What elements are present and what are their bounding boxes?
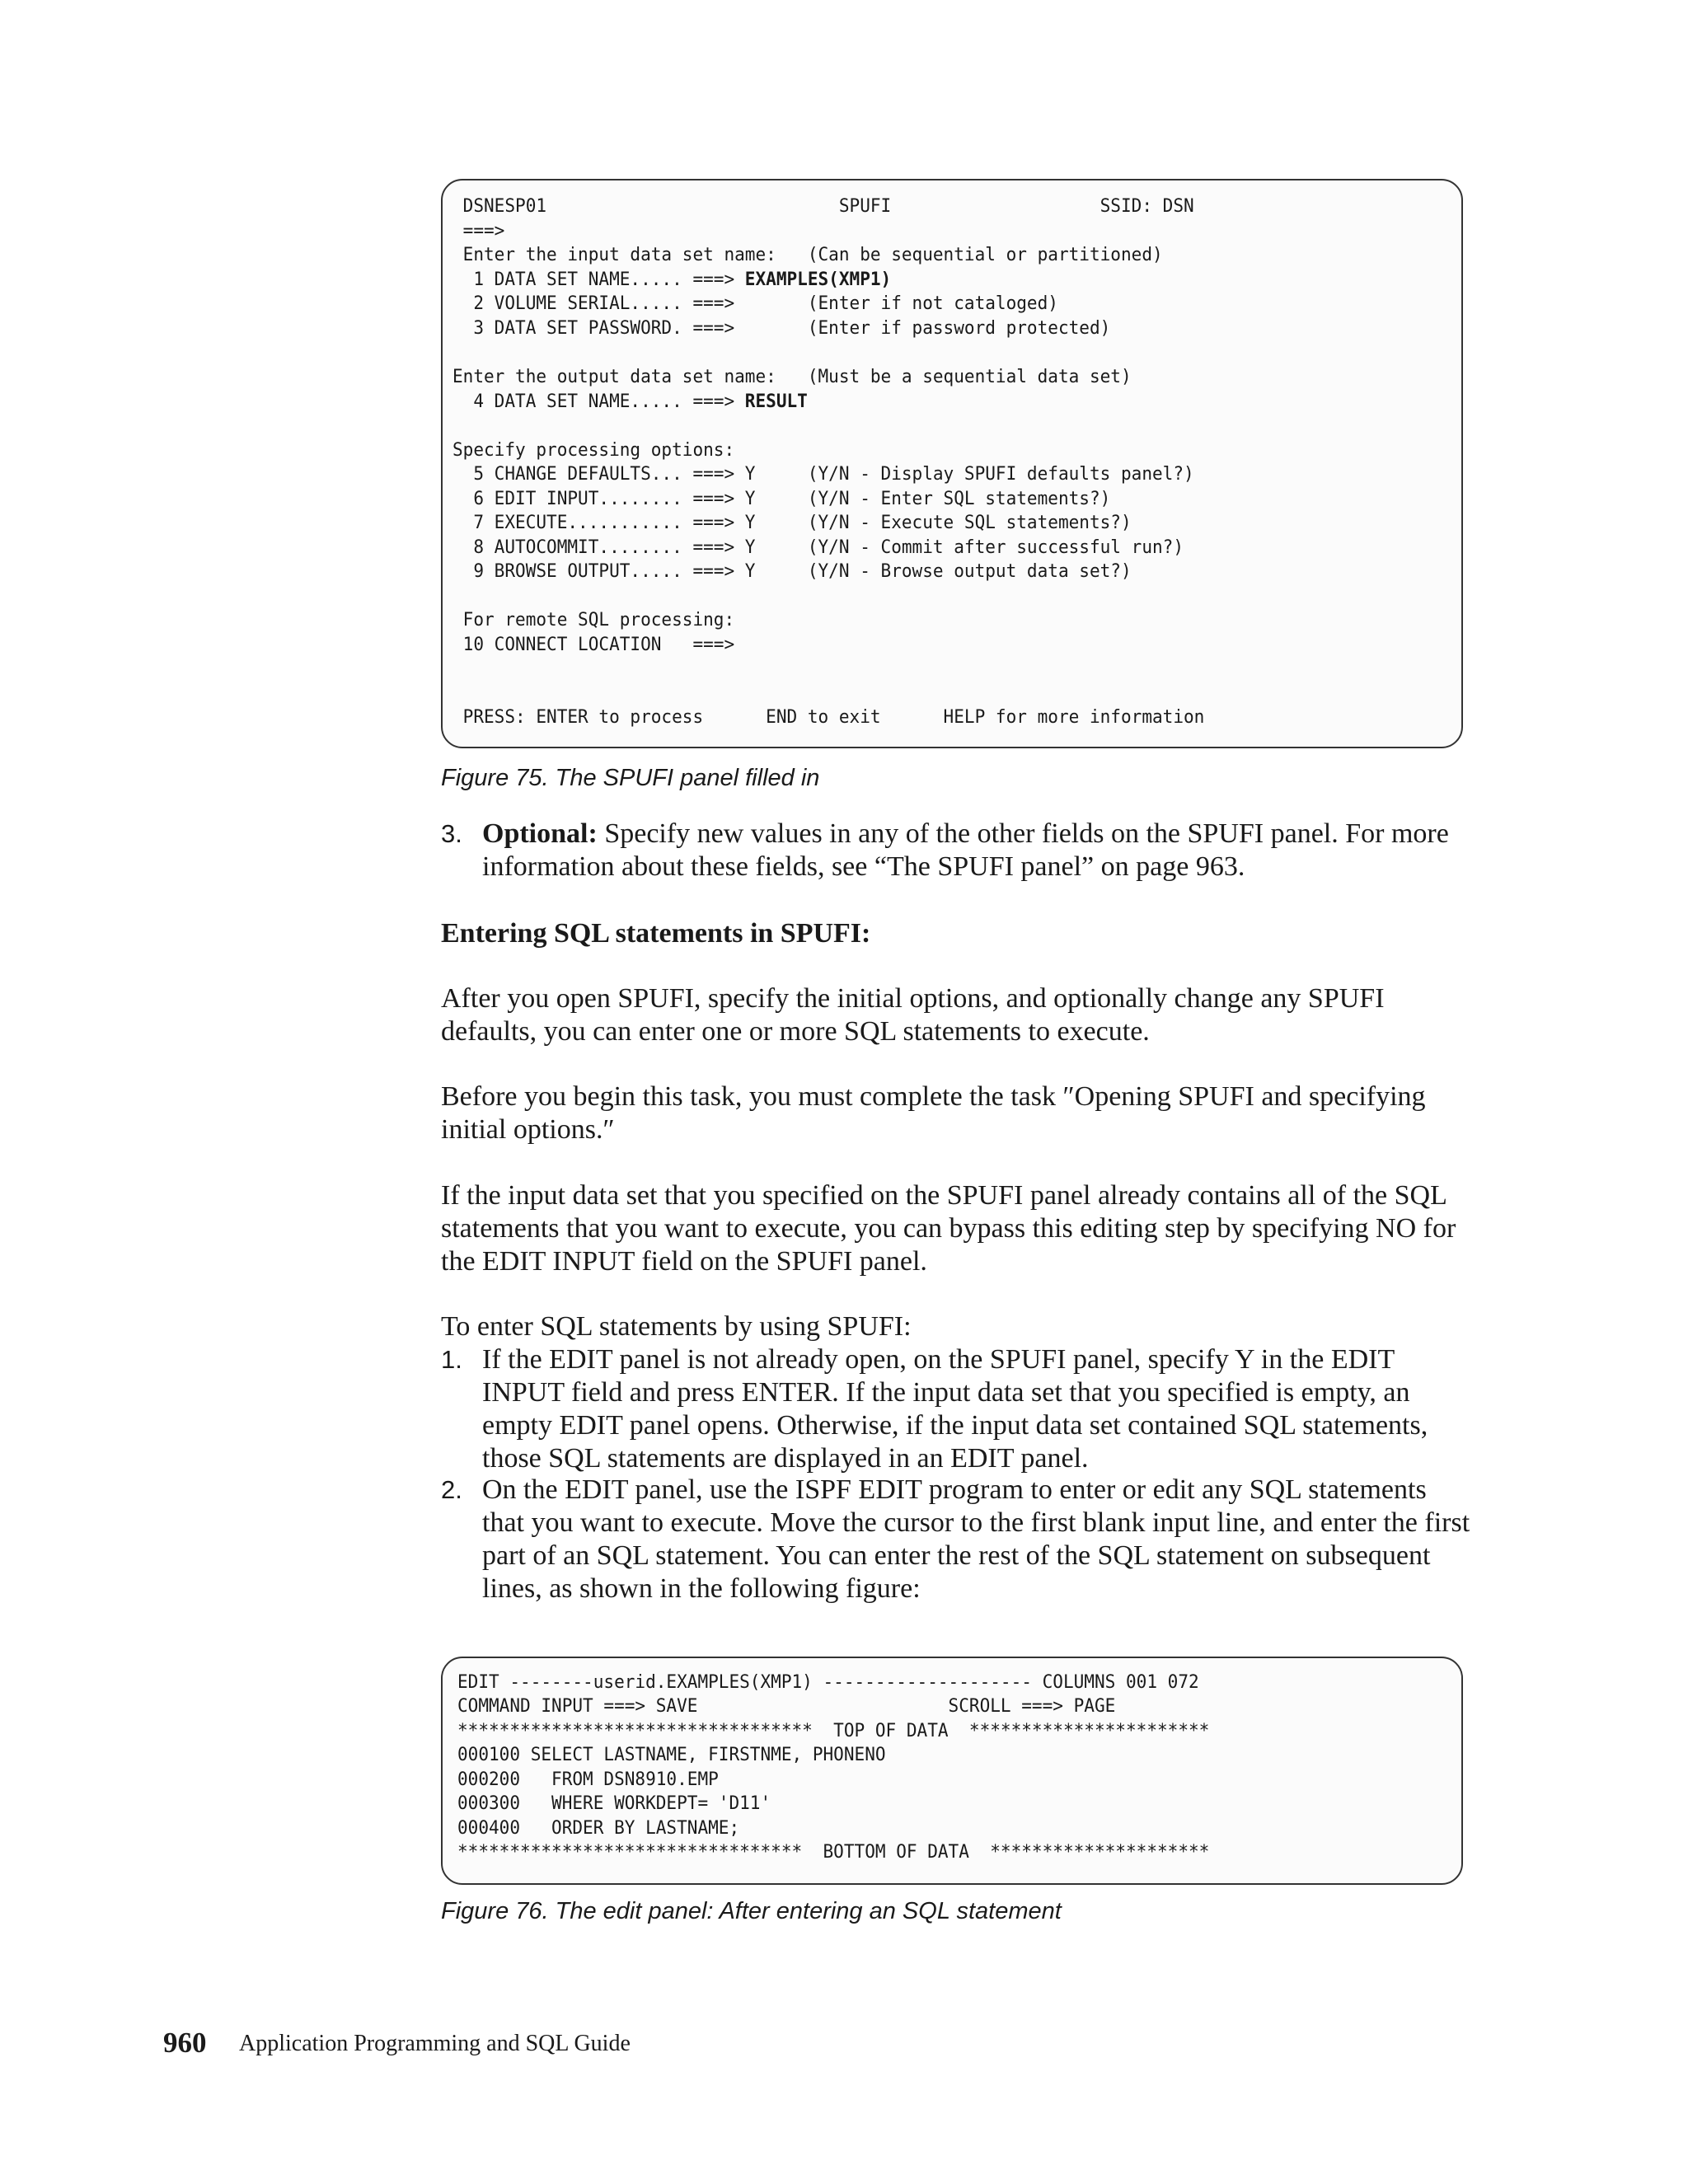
spufi-field-2: 2 VOLUME SERIAL..... ===> (Enter if not cataloged) — [452, 293, 1058, 314]
step-2-number: 2. — [441, 1475, 462, 1504]
step-3-text: Optional: Specify new values in any of the other fields on the SPUFI panel. For more information about these fields, see “The SPUFI panel” on page 963. — [482, 818, 1449, 882]
figure-75-caption: Figure 75. The SPUFI panel filled in — [441, 765, 820, 791]
spufi-input-prompt: Enter the input data set name: (Can be sequential or partitioned) — [452, 244, 1163, 265]
edit-line-000400: 000400 ORDER BY LASTNAME; — [457, 1817, 740, 1839]
spufi-field-8: 8 AUTOCOMMIT........ ===> Y (Y/N - Commit after successful run?) — [452, 537, 1184, 558]
step-2-text: On the EDIT panel, use the ISPF EDIT program to enter or edit any SQL statements that you want to execute. Move the cursor to the first blank input line, and enter the first part of an SQL statement. You can enter the rest of the SQL statement on subsequent lines, as shown in the following figure: — [482, 1474, 1470, 1604]
edit-bottom-of-data: ********************************* BOTTOM OF DATA ********************* — [457, 1841, 1210, 1863]
edit-top-of-data: ********************************** TOP OF DATA *********************** — [457, 1720, 1210, 1741]
page-number: 960 — [163, 2027, 207, 2059]
input-dsn-value: EXAMPLES(XMP1) — [744, 269, 892, 290]
section-heading: Entering SQL statements in SPUFI: — [441, 918, 871, 949]
spufi-field-9: 9 BROWSE OUTPUT..... ===> Y (Y/N - Browse output data set?) — [452, 560, 1132, 582]
figure-76-caption: Figure 76. The edit panel: After entering an SQL statement — [441, 1898, 1062, 1924]
edit-line-000300: 000300 WHERE WORKDEPT= 'D11' — [457, 1793, 771, 1814]
spufi-field-6: 6 EDIT INPUT........ ===> Y (Y/N - Enter SQL statements?) — [452, 488, 1111, 509]
step-3-number: 3. — [441, 819, 462, 848]
edit-line-000100: 000100 SELECT LASTNAME, FIRSTNME, PHONENO — [457, 1744, 886, 1765]
edit-line-000200: 000200 FROM DSN8910.EMP — [457, 1769, 719, 1790]
edit-panel-screen — [441, 1657, 1463, 1885]
spufi-header-line: DSNESP01 SPUFI SSID: DSN — [452, 195, 1194, 217]
spufi-command-line: ===> — [452, 220, 505, 241]
edit-header-line: EDIT --------userid.EXAMPLES(XMP1) -------------------- COLUMNS 001 072 — [457, 1671, 1199, 1693]
spufi-field-1: 1 DATA SET NAME..... ===> EXAMPLES(XMP1) — [452, 269, 892, 290]
spufi-field-5: 5 CHANGE DEFAULTS... ===> Y (Y/N - Display SPUFI defaults panel?) — [452, 463, 1194, 485]
paragraph-2: Before you begin this task, you must complete the task ″Opening SPUFI and specifying initial options.″ — [441, 1081, 1426, 1145]
spufi-panel-screen — [441, 179, 1463, 748]
spufi-field-10: 10 CONNECT LOCATION ===> — [452, 634, 735, 655]
paragraph-3: If the input data set that you specified on the SPUFI panel already contains all of the SQL statements that you want to execute, you can bypass this editing step by specifying NO for the EDIT INPUT field on the SPUFI panel. — [441, 1180, 1456, 1277]
paragraph-4: To enter SQL statements by using SPUFI: — [441, 1311, 912, 1342]
spufi-field-3: 3 DATA SET PASSWORD. ===> (Enter if password protected) — [452, 317, 1111, 339]
spufi-press-line: PRESS: ENTER to process END to exit HELP for more information — [452, 706, 1205, 728]
step-1-text: If the EDIT panel is not already open, on the SPUFI panel, specify Y in the EDIT INPUT field and press ENTER. If the input data set that you specified is empty, an empty EDIT panel opens. Otherwise, if the input data set contained SQL statements, those SQL statements are displayed in an EDIT panel. — [482, 1344, 1428, 1474]
paragraph-1: After you open SPUFI, specify the initial options, and optionally change any SPUFI defaults, you can enter one or more SQL statements to execute. — [441, 983, 1385, 1047]
spufi-remote-heading: For remote SQL processing: — [452, 609, 735, 630]
spufi-options-heading: Specify processing options: — [452, 439, 735, 461]
step-1-number: 1. — [441, 1345, 462, 1374]
book-title: Application Programming and SQL Guide — [239, 2031, 631, 2056]
spufi-field-7: 7 EXECUTE........... ===> Y (Y/N - Execute SQL statements?) — [452, 512, 1132, 533]
edit-command-line: COMMAND INPUT ===> SAVE SCROLL ===> PAGE — [457, 1695, 1116, 1717]
spufi-output-prompt: Enter the output data set name: (Must be a sequential data set) — [452, 366, 1132, 387]
spufi-field-4: 4 DATA SET NAME..... ===> RESULT — [452, 391, 808, 412]
output-dsn-value: RESULT — [744, 391, 808, 412]
